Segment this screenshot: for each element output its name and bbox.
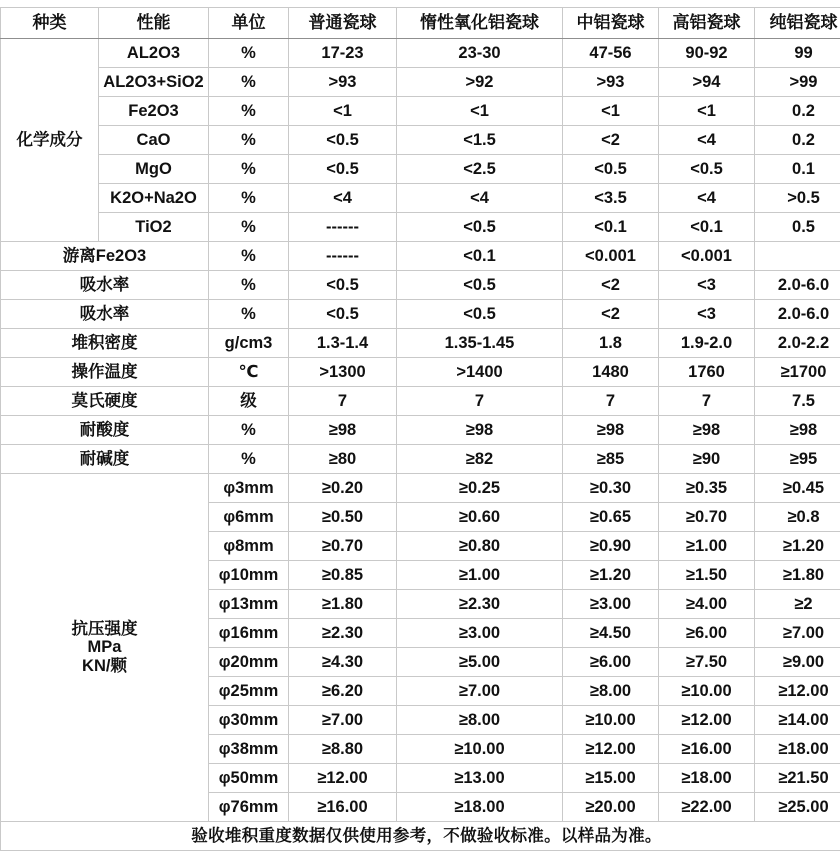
value-cell: 2.0-2.2 bbox=[755, 329, 840, 358]
value-cell: ≥1.80 bbox=[755, 561, 840, 590]
property-name: 莫氏硬度 bbox=[1, 387, 209, 416]
value-cell: ≥2.30 bbox=[289, 619, 397, 648]
column-header-kind: 种类 bbox=[1, 8, 99, 39]
value-cell: ≥98 bbox=[755, 416, 840, 445]
property-name: 吸水率 bbox=[1, 271, 209, 300]
value-cell: ≥12.00 bbox=[563, 735, 659, 764]
value-cell: ≥98 bbox=[563, 416, 659, 445]
value-cell: <3 bbox=[659, 271, 755, 300]
value-cell: ≥0.85 bbox=[289, 561, 397, 590]
group-label-line: MPa bbox=[3, 638, 206, 656]
table-row bbox=[1, 97, 840, 126]
value-cell: ≥6.20 bbox=[289, 677, 397, 706]
value-cell: 1.8 bbox=[563, 329, 659, 358]
value-cell: 1480 bbox=[563, 358, 659, 387]
unit-cell: φ20mm bbox=[209, 648, 289, 677]
value-cell: ≥0.30 bbox=[563, 474, 659, 503]
value-cell: ≥0.70 bbox=[659, 503, 755, 532]
column-header-high-alumina-ceramic-ball: 高铝瓷球 bbox=[659, 8, 755, 39]
value-cell: 47-56 bbox=[563, 39, 659, 68]
value-cell: <1 bbox=[563, 97, 659, 126]
property-name: Fe2O3 bbox=[99, 97, 209, 126]
footer-note: 验收堆积重度数据仅供使用参考，不做验收标准。以样品为准。 bbox=[1, 822, 840, 851]
value-cell: ≥4.30 bbox=[289, 648, 397, 677]
group-label-compressive-strength bbox=[1, 474, 209, 822]
value-cell: 99 bbox=[755, 39, 840, 68]
value-cell: <0.1 bbox=[397, 242, 563, 271]
value-cell: <1 bbox=[289, 97, 397, 126]
unit-cell: φ38mm bbox=[209, 735, 289, 764]
value-cell: ≥16.00 bbox=[289, 793, 397, 822]
value-cell: ≥3.00 bbox=[397, 619, 563, 648]
table-header bbox=[1, 8, 840, 39]
value-cell: ≥18.00 bbox=[659, 764, 755, 793]
table-footer bbox=[1, 822, 840, 851]
value-cell: ≥15.00 bbox=[563, 764, 659, 793]
column-header-property: 性能 bbox=[99, 8, 209, 39]
table-row bbox=[1, 126, 840, 155]
group-label-line: 抗压强度 bbox=[3, 620, 206, 638]
value-cell: 2.0-6.0 bbox=[755, 300, 840, 329]
value-cell: ≥1.20 bbox=[563, 561, 659, 590]
value-cell: <0.5 bbox=[397, 213, 563, 242]
property-name: 耐酸度 bbox=[1, 416, 209, 445]
value-cell: ≥98 bbox=[397, 416, 563, 445]
table-row bbox=[1, 39, 840, 68]
value-cell: ≥82 bbox=[397, 445, 563, 474]
value-cell: ≥7.00 bbox=[397, 677, 563, 706]
value-cell: <1 bbox=[659, 97, 755, 126]
value-cell: 0.1 bbox=[755, 155, 840, 184]
value-cell: ≥7.00 bbox=[755, 619, 840, 648]
value-cell: 7 bbox=[397, 387, 563, 416]
value-cell: 90-92 bbox=[659, 39, 755, 68]
value-cell: ≥2.30 bbox=[397, 590, 563, 619]
property-name: AL2O3+SiO2 bbox=[99, 68, 209, 97]
value-cell: 1.35-1.45 bbox=[397, 329, 563, 358]
table-row bbox=[1, 416, 840, 445]
unit-cell: φ76mm bbox=[209, 793, 289, 822]
value-cell: ≥85 bbox=[563, 445, 659, 474]
property-name: 操作温度 bbox=[1, 358, 209, 387]
unit-cell: % bbox=[209, 213, 289, 242]
value-cell: >92 bbox=[397, 68, 563, 97]
value-cell: ≥14.00 bbox=[755, 706, 840, 735]
footer-row bbox=[1, 822, 840, 851]
table-row bbox=[1, 213, 840, 242]
unit-cell: % bbox=[209, 155, 289, 184]
value-cell: ≥0.70 bbox=[289, 532, 397, 561]
value-cell: ≥95 bbox=[755, 445, 840, 474]
property-name: 游离Fe2O3 bbox=[1, 242, 209, 271]
value-cell: ≥18.00 bbox=[397, 793, 563, 822]
value-cell: <0.1 bbox=[563, 213, 659, 242]
value-cell: <0.5 bbox=[397, 300, 563, 329]
value-cell: 7 bbox=[289, 387, 397, 416]
unit-cell: φ10mm bbox=[209, 561, 289, 590]
value-cell: ≥1.00 bbox=[397, 561, 563, 590]
unit-cell: % bbox=[209, 184, 289, 213]
value-cell: ≥90 bbox=[659, 445, 755, 474]
value-cell: 23-30 bbox=[397, 39, 563, 68]
value-cell: ≥16.00 bbox=[659, 735, 755, 764]
unit-cell: φ25mm bbox=[209, 677, 289, 706]
value-cell: <2 bbox=[563, 126, 659, 155]
value-cell: 1.9-2.0 bbox=[659, 329, 755, 358]
value-cell: ≥1.20 bbox=[755, 532, 840, 561]
column-header-ordinary-ceramic-ball: 普通瓷球 bbox=[289, 8, 397, 39]
value-cell: ≥25.00 bbox=[755, 793, 840, 822]
unit-cell: % bbox=[209, 271, 289, 300]
property-name: K2O+Na2O bbox=[99, 184, 209, 213]
unit-cell: 级 bbox=[209, 387, 289, 416]
table-row bbox=[1, 184, 840, 213]
value-cell: ≥8.00 bbox=[563, 677, 659, 706]
value-cell: ≥10.00 bbox=[563, 706, 659, 735]
value-cell: ≥0.25 bbox=[397, 474, 563, 503]
value-cell: 2.0-6.0 bbox=[755, 271, 840, 300]
value-cell: ≥10.00 bbox=[659, 677, 755, 706]
property-name: 堆积密度 bbox=[1, 329, 209, 358]
value-cell: 1.3-1.4 bbox=[289, 329, 397, 358]
header-row bbox=[1, 8, 840, 39]
value-cell: <2.5 bbox=[397, 155, 563, 184]
property-name: MgO bbox=[99, 155, 209, 184]
unit-cell: φ50mm bbox=[209, 764, 289, 793]
value-cell: ≥12.00 bbox=[659, 706, 755, 735]
value-cell: <0.5 bbox=[289, 300, 397, 329]
value-cell: ≥3.00 bbox=[563, 590, 659, 619]
value-cell: >1400 bbox=[397, 358, 563, 387]
value-cell: <1.5 bbox=[397, 126, 563, 155]
value-cell: <1 bbox=[397, 97, 563, 126]
value-cell: >99 bbox=[755, 68, 840, 97]
unit-cell: φ3mm bbox=[209, 474, 289, 503]
value-cell: ≥80 bbox=[289, 445, 397, 474]
value-cell: ------ bbox=[289, 242, 397, 271]
value-cell: <3 bbox=[659, 300, 755, 329]
value-cell: 17-23 bbox=[289, 39, 397, 68]
value-cell: <0.5 bbox=[289, 126, 397, 155]
value-cell: ≥22.00 bbox=[659, 793, 755, 822]
property-name: 耐碱度 bbox=[1, 445, 209, 474]
value-cell: ≥0.90 bbox=[563, 532, 659, 561]
value-cell: <4 bbox=[659, 126, 755, 155]
value-cell: <2 bbox=[563, 271, 659, 300]
value-cell: >1300 bbox=[289, 358, 397, 387]
table-row bbox=[1, 242, 840, 271]
value-cell: ≥0.20 bbox=[289, 474, 397, 503]
value-cell: ≥0.45 bbox=[755, 474, 840, 503]
unit-cell: % bbox=[209, 68, 289, 97]
value-cell: ≥98 bbox=[289, 416, 397, 445]
unit-cell: % bbox=[209, 39, 289, 68]
value-cell: ≥8.80 bbox=[289, 735, 397, 764]
table-row bbox=[1, 329, 840, 358]
table-row bbox=[1, 358, 840, 387]
value-cell: >0.5 bbox=[755, 184, 840, 213]
value-cell: >94 bbox=[659, 68, 755, 97]
value-cell: <0.5 bbox=[563, 155, 659, 184]
value-cell: 0.2 bbox=[755, 126, 840, 155]
unit-cell: % bbox=[209, 416, 289, 445]
value-cell: ≥7.00 bbox=[289, 706, 397, 735]
unit-cell: % bbox=[209, 97, 289, 126]
value-cell: ≥12.00 bbox=[755, 677, 840, 706]
value-cell: ≥18.00 bbox=[755, 735, 840, 764]
value-cell: <4 bbox=[397, 184, 563, 213]
table-body bbox=[1, 39, 840, 822]
value-cell: ≥0.50 bbox=[289, 503, 397, 532]
value-cell: <0.5 bbox=[659, 155, 755, 184]
unit-cell: % bbox=[209, 242, 289, 271]
value-cell: ≥9.00 bbox=[755, 648, 840, 677]
unit-cell: φ6mm bbox=[209, 503, 289, 532]
value-cell: 7 bbox=[659, 387, 755, 416]
value-cell: ≥20.00 bbox=[563, 793, 659, 822]
group-label-line: KN/颗 bbox=[3, 657, 206, 675]
value-cell: ≥10.00 bbox=[397, 735, 563, 764]
property-name: CaO bbox=[99, 126, 209, 155]
value-cell: ≥4.50 bbox=[563, 619, 659, 648]
column-header-unit: 单位 bbox=[209, 8, 289, 39]
unit-cell: φ8mm bbox=[209, 532, 289, 561]
value-cell: >93 bbox=[563, 68, 659, 97]
value-cell: ≥5.00 bbox=[397, 648, 563, 677]
value-cell: 7.5 bbox=[755, 387, 840, 416]
value-cell bbox=[755, 242, 840, 271]
table-row bbox=[1, 68, 840, 97]
value-cell: >93 bbox=[289, 68, 397, 97]
unit-cell: φ13mm bbox=[209, 590, 289, 619]
value-cell: ≥6.00 bbox=[563, 648, 659, 677]
property-name: AL2O3 bbox=[99, 39, 209, 68]
column-header-inert-alumina-ceramic-ball: 惰性氧化铝瓷球 bbox=[397, 8, 563, 39]
value-cell: 0.2 bbox=[755, 97, 840, 126]
unit-cell: φ16mm bbox=[209, 619, 289, 648]
value-cell: ≥0.60 bbox=[397, 503, 563, 532]
property-name: TiO2 bbox=[99, 213, 209, 242]
value-cell: <0.5 bbox=[289, 271, 397, 300]
value-cell: ≥7.50 bbox=[659, 648, 755, 677]
value-cell: <4 bbox=[289, 184, 397, 213]
column-header-medium-alumina-ceramic-ball: 中铝瓷球 bbox=[563, 8, 659, 39]
value-cell: ≥6.00 bbox=[659, 619, 755, 648]
unit-cell: φ30mm bbox=[209, 706, 289, 735]
value-cell: ≥13.00 bbox=[397, 764, 563, 793]
value-cell: <0.001 bbox=[563, 242, 659, 271]
unit-cell: % bbox=[209, 126, 289, 155]
unit-cell: % bbox=[209, 445, 289, 474]
value-cell: ≥2 bbox=[755, 590, 840, 619]
table-row bbox=[1, 387, 840, 416]
value-cell: ≥0.65 bbox=[563, 503, 659, 532]
value-cell: ≥1.00 bbox=[659, 532, 755, 561]
value-cell: ≥8.00 bbox=[397, 706, 563, 735]
column-header-pure-alumina-ceramic-ball: 纯铝瓷球 bbox=[755, 8, 840, 39]
ceramic-ball-spec-table bbox=[0, 7, 840, 851]
value-cell: ≥21.50 bbox=[755, 764, 840, 793]
value-cell: ≥0.8 bbox=[755, 503, 840, 532]
value-cell: ≥1.50 bbox=[659, 561, 755, 590]
value-cell: ≥0.80 bbox=[397, 532, 563, 561]
value-cell: ------ bbox=[289, 213, 397, 242]
value-cell: <0.5 bbox=[397, 271, 563, 300]
value-cell: ≥4.00 bbox=[659, 590, 755, 619]
group-label-chemical-composition: 化学成分 bbox=[1, 39, 99, 242]
value-cell: ≥0.35 bbox=[659, 474, 755, 503]
value-cell: <4 bbox=[659, 184, 755, 213]
table-row bbox=[1, 271, 840, 300]
value-cell: ≥1700 bbox=[755, 358, 840, 387]
value-cell: 7 bbox=[563, 387, 659, 416]
value-cell: ≥98 bbox=[659, 416, 755, 445]
table-row bbox=[1, 300, 840, 329]
value-cell: 0.5 bbox=[755, 213, 840, 242]
table-row bbox=[1, 155, 840, 184]
unit-cell: ℃ bbox=[209, 358, 289, 387]
value-cell: <3.5 bbox=[563, 184, 659, 213]
value-cell: 1760 bbox=[659, 358, 755, 387]
value-cell: ≥1.80 bbox=[289, 590, 397, 619]
table-row bbox=[1, 445, 840, 474]
table-row bbox=[1, 474, 840, 503]
value-cell: <0.5 bbox=[289, 155, 397, 184]
value-cell: <0.1 bbox=[659, 213, 755, 242]
unit-cell: % bbox=[209, 300, 289, 329]
property-name: 吸水率 bbox=[1, 300, 209, 329]
value-cell: ≥12.00 bbox=[289, 764, 397, 793]
value-cell: <0.001 bbox=[659, 242, 755, 271]
value-cell: <2 bbox=[563, 300, 659, 329]
unit-cell: g/cm3 bbox=[209, 329, 289, 358]
